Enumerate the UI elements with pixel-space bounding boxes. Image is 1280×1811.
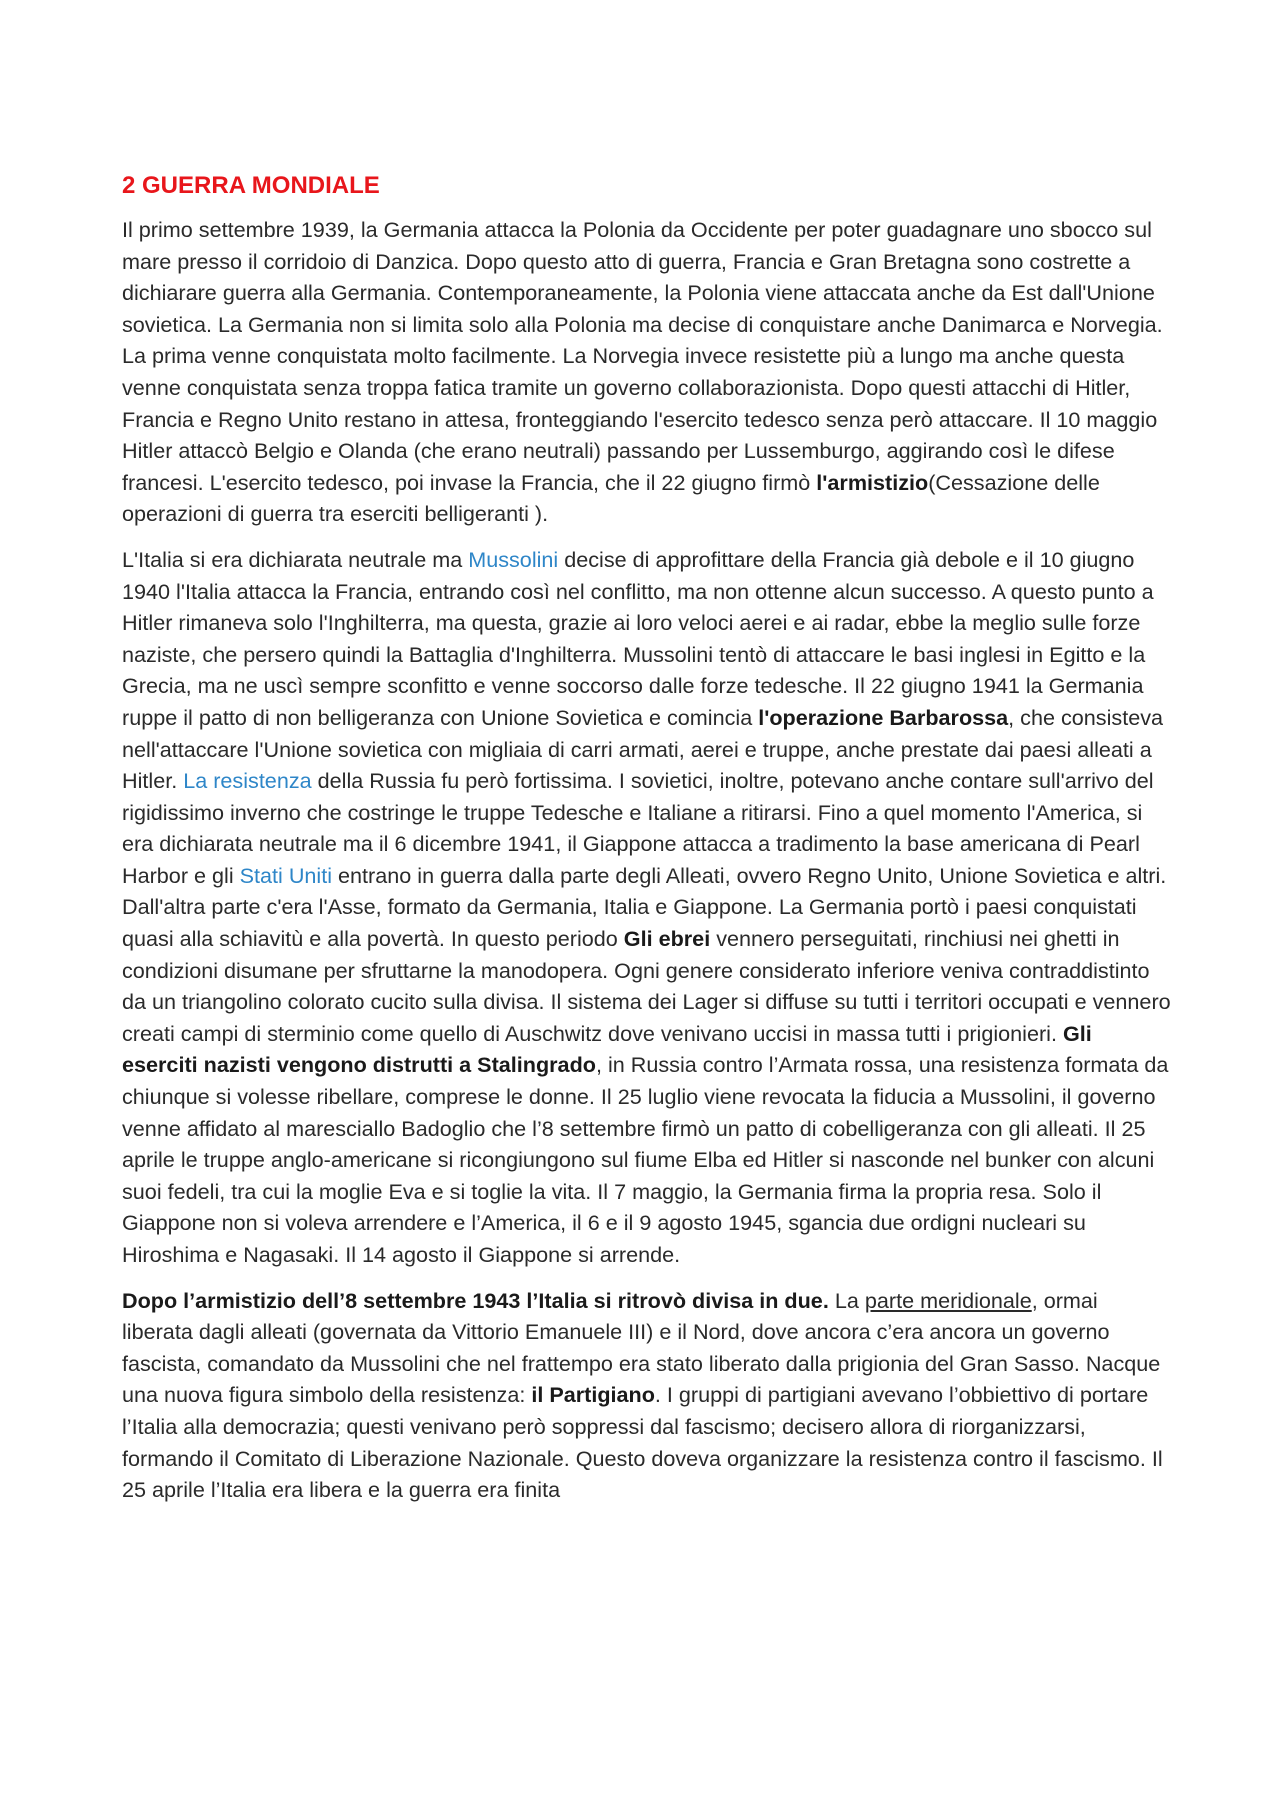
bold-barbarossa: l'operazione Barbarossa bbox=[758, 704, 1009, 730]
paragraph-invasion-poland bbox=[122, 214, 1172, 530]
text-run: , che consisteva nell'attaccare l'Unione sovietica con migliaia di carri armati, aerei e truppe, anche prestate dai paesi alleati a Hitler. bbox=[122, 704, 1164, 794]
bold-armistizio: l'armistizio bbox=[816, 469, 929, 495]
text-run: della Russia fu però fortissima. I sovietici, inoltre, potevano anche contare sull'arrivo del rigidissimo inverno che costringe le truppe Tedesche e Italiane a ritirarsi. Fino a quel momento l'America, si era dichiarata neutrale ma il 6 dicembre 1941, il Giappone attacca a tradimento la base americana di Pearl Harbor e gli bbox=[122, 768, 1154, 888]
link-stati-uniti[interactable]: Stati Uniti bbox=[239, 862, 333, 888]
text-run: L'Italia si era dichiarata neutrale ma bbox=[122, 546, 469, 572]
text-run: , in Russia contro l’Armata rossa, una resistenza formata da chiunque si volesse ribellare, comprese le donne. Il 25 luglio viene revocata la fiducia a Mussolini, il governo venne affidato al maresciallo Badoglio che l’8 settembre firmò un patto di cobelligeranza con gli alleati. Il 25 aprile le truppe anglo-americane si ricongiungono sul fiume Elba ed Hitler si nasconde nel bunker con alcuni suoi fedeli, tra cui la moglie Eva e si toglie la vita. Il 7 maggio, la Germania firma la propria resa. Solo il Giappone non si voleva arrendere e l’America, il 6 e il 9 agosto 1945, sgancia due ordigni nucleari su Hiroshima e Nagasaki. Il 14 agosto il Giappone si arrende. bbox=[122, 1052, 1169, 1267]
document-title: 2 GUERRA MONDIALE bbox=[122, 172, 380, 199]
text-run: (Cessazione delle operazioni di guerra tra eserciti belligeranti ). bbox=[122, 469, 1100, 527]
paragraph-resistenza bbox=[122, 1285, 1172, 1506]
document-page bbox=[122, 170, 1172, 1520]
link-mussolini[interactable]: Mussolini bbox=[468, 546, 559, 572]
text-run: vennero perseguitati, rinchiusi nei ghetti in condizioni disumane per sfruttarne la manodopera. Ogni genere considerato inferiore veniva contraddistinto da un triangolino colorato cucito sulla divisa. Il sistema dei Lager si diffuse su tutti i territori occupati e vennero creati campi di sterminio come quello di Auschwitz dove venivano uccisi in massa tutti i prigionieri. bbox=[122, 926, 1171, 1046]
text-run: decise di approfittare della Francia già debole e il 10 giugno 1940 l'Italia attacca la Francia, entrando così nel conflitto, ma non ottenne alcun successo. A questo punto a Hitler rimaneva solo l'Inghilterra, ma questa, grazie ai loro veloci aerei e ai radar, ebbe la meglio sulle forze naziste, che persero quindi la Battaglia d'Inghilterra. Mussolini tentò di attaccare le basi inglesi in Egitto e la Grecia, ma ne uscì sempre sconfitto e venne soccorso dalle forze tedesche. Il 22 giugno 1941 la Germania ruppe il patto di non belligeranza con Unione Sovietica e comincia bbox=[122, 546, 1154, 730]
bold-partigiano: il Partigiano bbox=[531, 1382, 655, 1408]
bold-armistizio-1943: Dopo l’armistizio dell’8 settembre 1943 l’Italia si ritrovò divisa in due. bbox=[122, 1287, 829, 1313]
text-run: . I gruppi di partigiani avevano l’obbiettivo di portare l’Italia alla democrazia; questi venivano però soppressi dal fascismo; decisero allora di riorganizzarsi, formando il Comitato di Liberazione Nazionale. Questo doveva organizzare la resistenza contro il fascismo. Il 25 aprile l’Italia era libera e la guerra era finita bbox=[122, 1382, 1163, 1503]
bold-stalingrado: Gli eserciti nazisti vengono distrutti a Stalingrado bbox=[122, 1020, 1092, 1078]
link-la-resistenza[interactable]: La resistenza bbox=[183, 768, 312, 794]
text-run: entrano in guerra dalla parte degli Alleati, ovvero Regno Unito, Unione Sovietica e altri. Dall'altra parte c'era l'Asse, formato da Germania, Italia e Giappone. La Germania portò i paesi conquistati quasi alla schiavitù e alla povertà. In questo periodo bbox=[122, 862, 1167, 952]
bold-gli-ebrei: Gli ebrei bbox=[623, 926, 711, 952]
paragraph-italy-war bbox=[122, 544, 1172, 1271]
text-run: , ormai liberata dagli alleati (governata da Vittorio Emanuele III) e il Nord, dove ancora c’era ancora un governo fascista, comandato da Mussolini che nel frattempo era stato liberato dalla prigionia del Gran Sasso. Nacque una nuova figura simbolo della resistenza: bbox=[122, 1287, 1161, 1408]
text-run: Il primo settembre 1939, la Germania attacca la Polonia da Occidente per poter guadagnare uno sbocco sul mare presso il corridoio di Danzica. Dopo questo atto di guerra, Francia e Gran Bretagna sono costrette a dichiarare guerra alla Germania. Contemporaneamente, la Polonia viene attaccata anche da Est dall'Unione sovietica. La Germania non si limita solo alla Polonia ma decise di conquistare anche Danimarca e Norvegia. La prima venne conquistata molto facilmente. La Norvegia invece resistette più a lungo ma anche questa venne conquistata senza troppa fatica tramite un governo collaborazionista. Dopo questi attacchi di Hitler, Francia e Regno Unito restano in attesa, fronteggiando l'esercito tedesco senza però attaccare. Il 10 maggio Hitler attaccò Belgio e Olanda (che erano neutrali) passando per Lussemburgo, aggirando così le difese francesi. L'esercito tedesco, poi invase la Francia, che il 22 giugno firmò bbox=[122, 217, 1163, 495]
text-run: La bbox=[828, 1287, 865, 1313]
underline-parte-meridionale: parte meridionale bbox=[864, 1287, 1032, 1313]
